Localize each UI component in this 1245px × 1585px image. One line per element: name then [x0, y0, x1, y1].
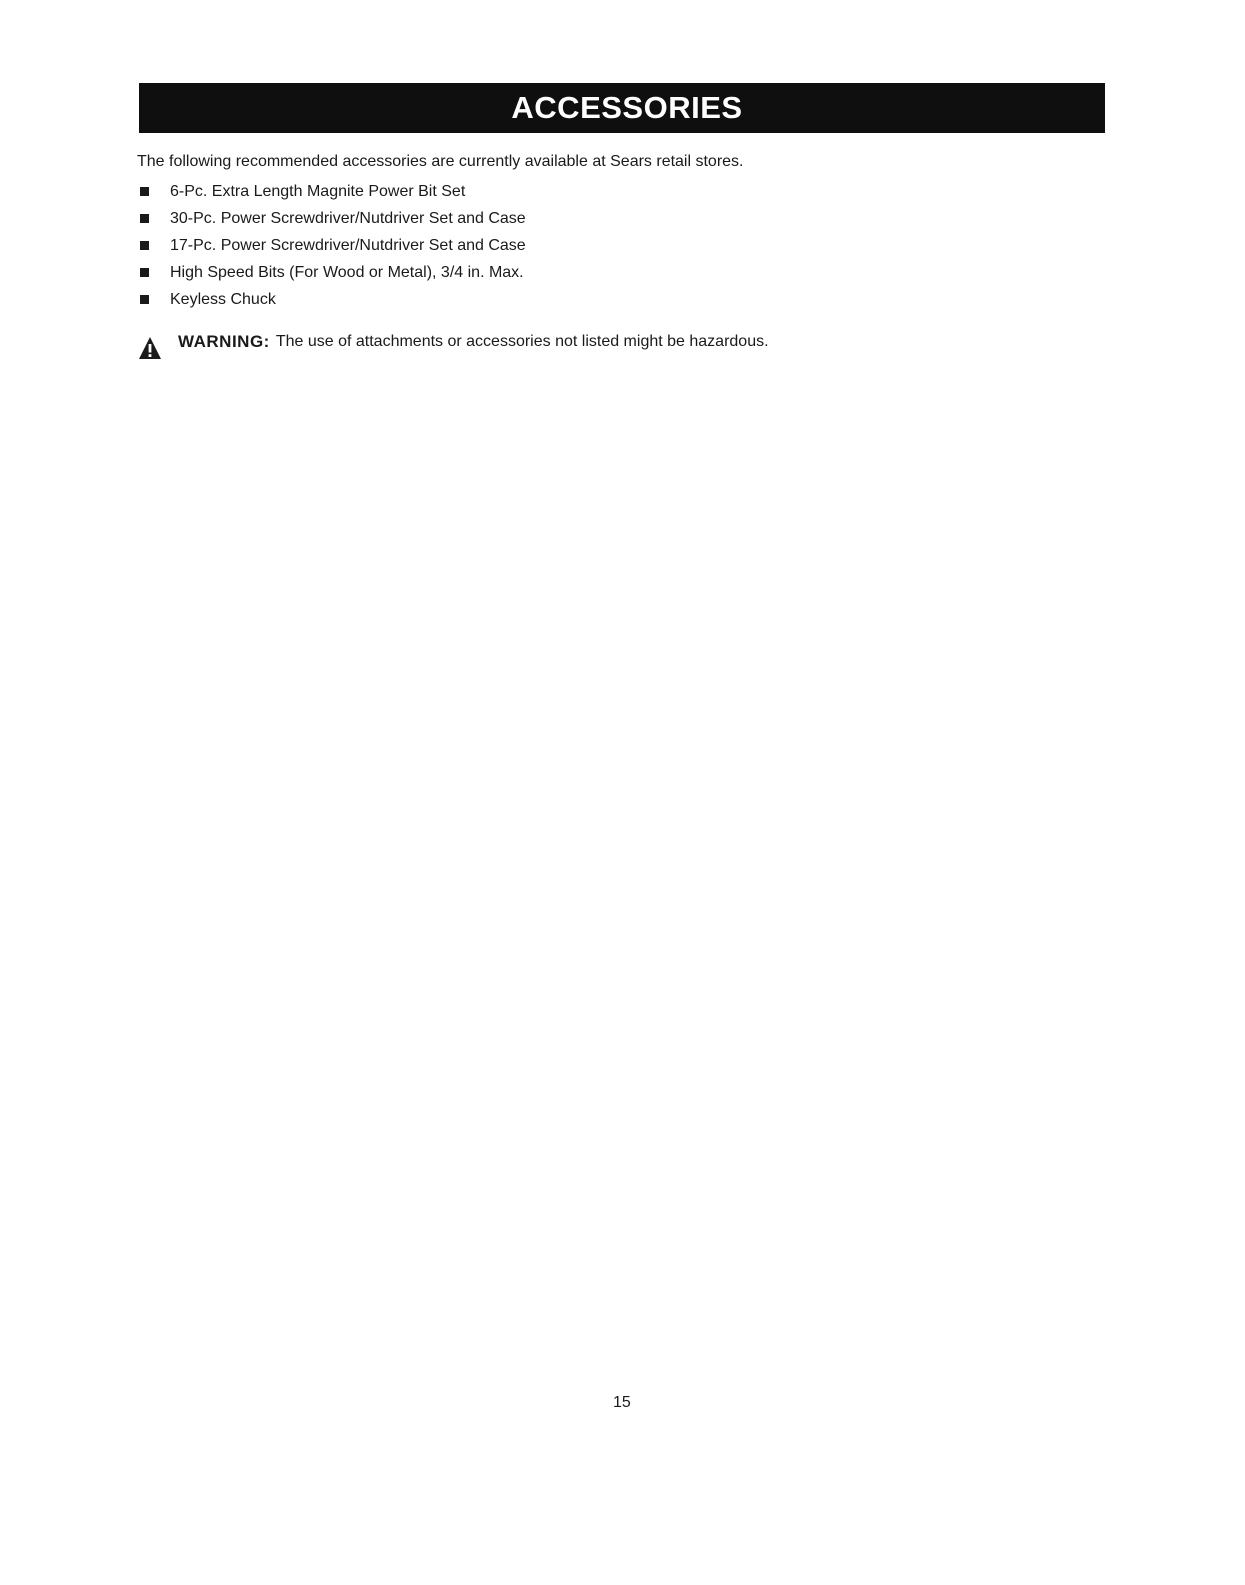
list-item-label: Keyless Chuck: [170, 290, 276, 308]
warning-notice: [138, 330, 769, 354]
list-item-label: 17-Pc. Power Screwdriver/Nutdriver Set and Case: [170, 236, 526, 254]
accessories-list: [140, 178, 526, 313]
list-item: [140, 286, 526, 313]
page-number: 15: [613, 1394, 631, 1411]
list-item: [140, 259, 526, 286]
square-bullet-icon: [140, 268, 149, 277]
square-bullet-icon: [140, 241, 149, 250]
section-header-bar: [139, 83, 1105, 133]
list-item-label: 6-Pc. Extra Length Magnite Power Bit Set: [170, 182, 466, 200]
list-item: [140, 232, 526, 259]
intro-text: The following recommended accessories are currently available at Sears retail stores.: [137, 153, 744, 170]
warning-triangle-icon: [138, 336, 162, 360]
square-bullet-icon: [140, 295, 149, 304]
warning-label: WARNING:: [178, 332, 270, 351]
list-item: [140, 178, 526, 205]
warning-text: The use of attachments or accessories not listed might be hazardous.: [275, 333, 769, 350]
list-item-label: 30-Pc. Power Screwdriver/Nutdriver Set and Case: [170, 209, 526, 227]
list-item: [140, 205, 526, 232]
square-bullet-icon: [140, 187, 149, 196]
square-bullet-icon: [140, 214, 149, 223]
section-title: ACCESSORIES: [511, 90, 743, 125]
list-item-label: High Speed Bits (For Wood or Metal), 3/4 in. Max.: [170, 263, 524, 281]
